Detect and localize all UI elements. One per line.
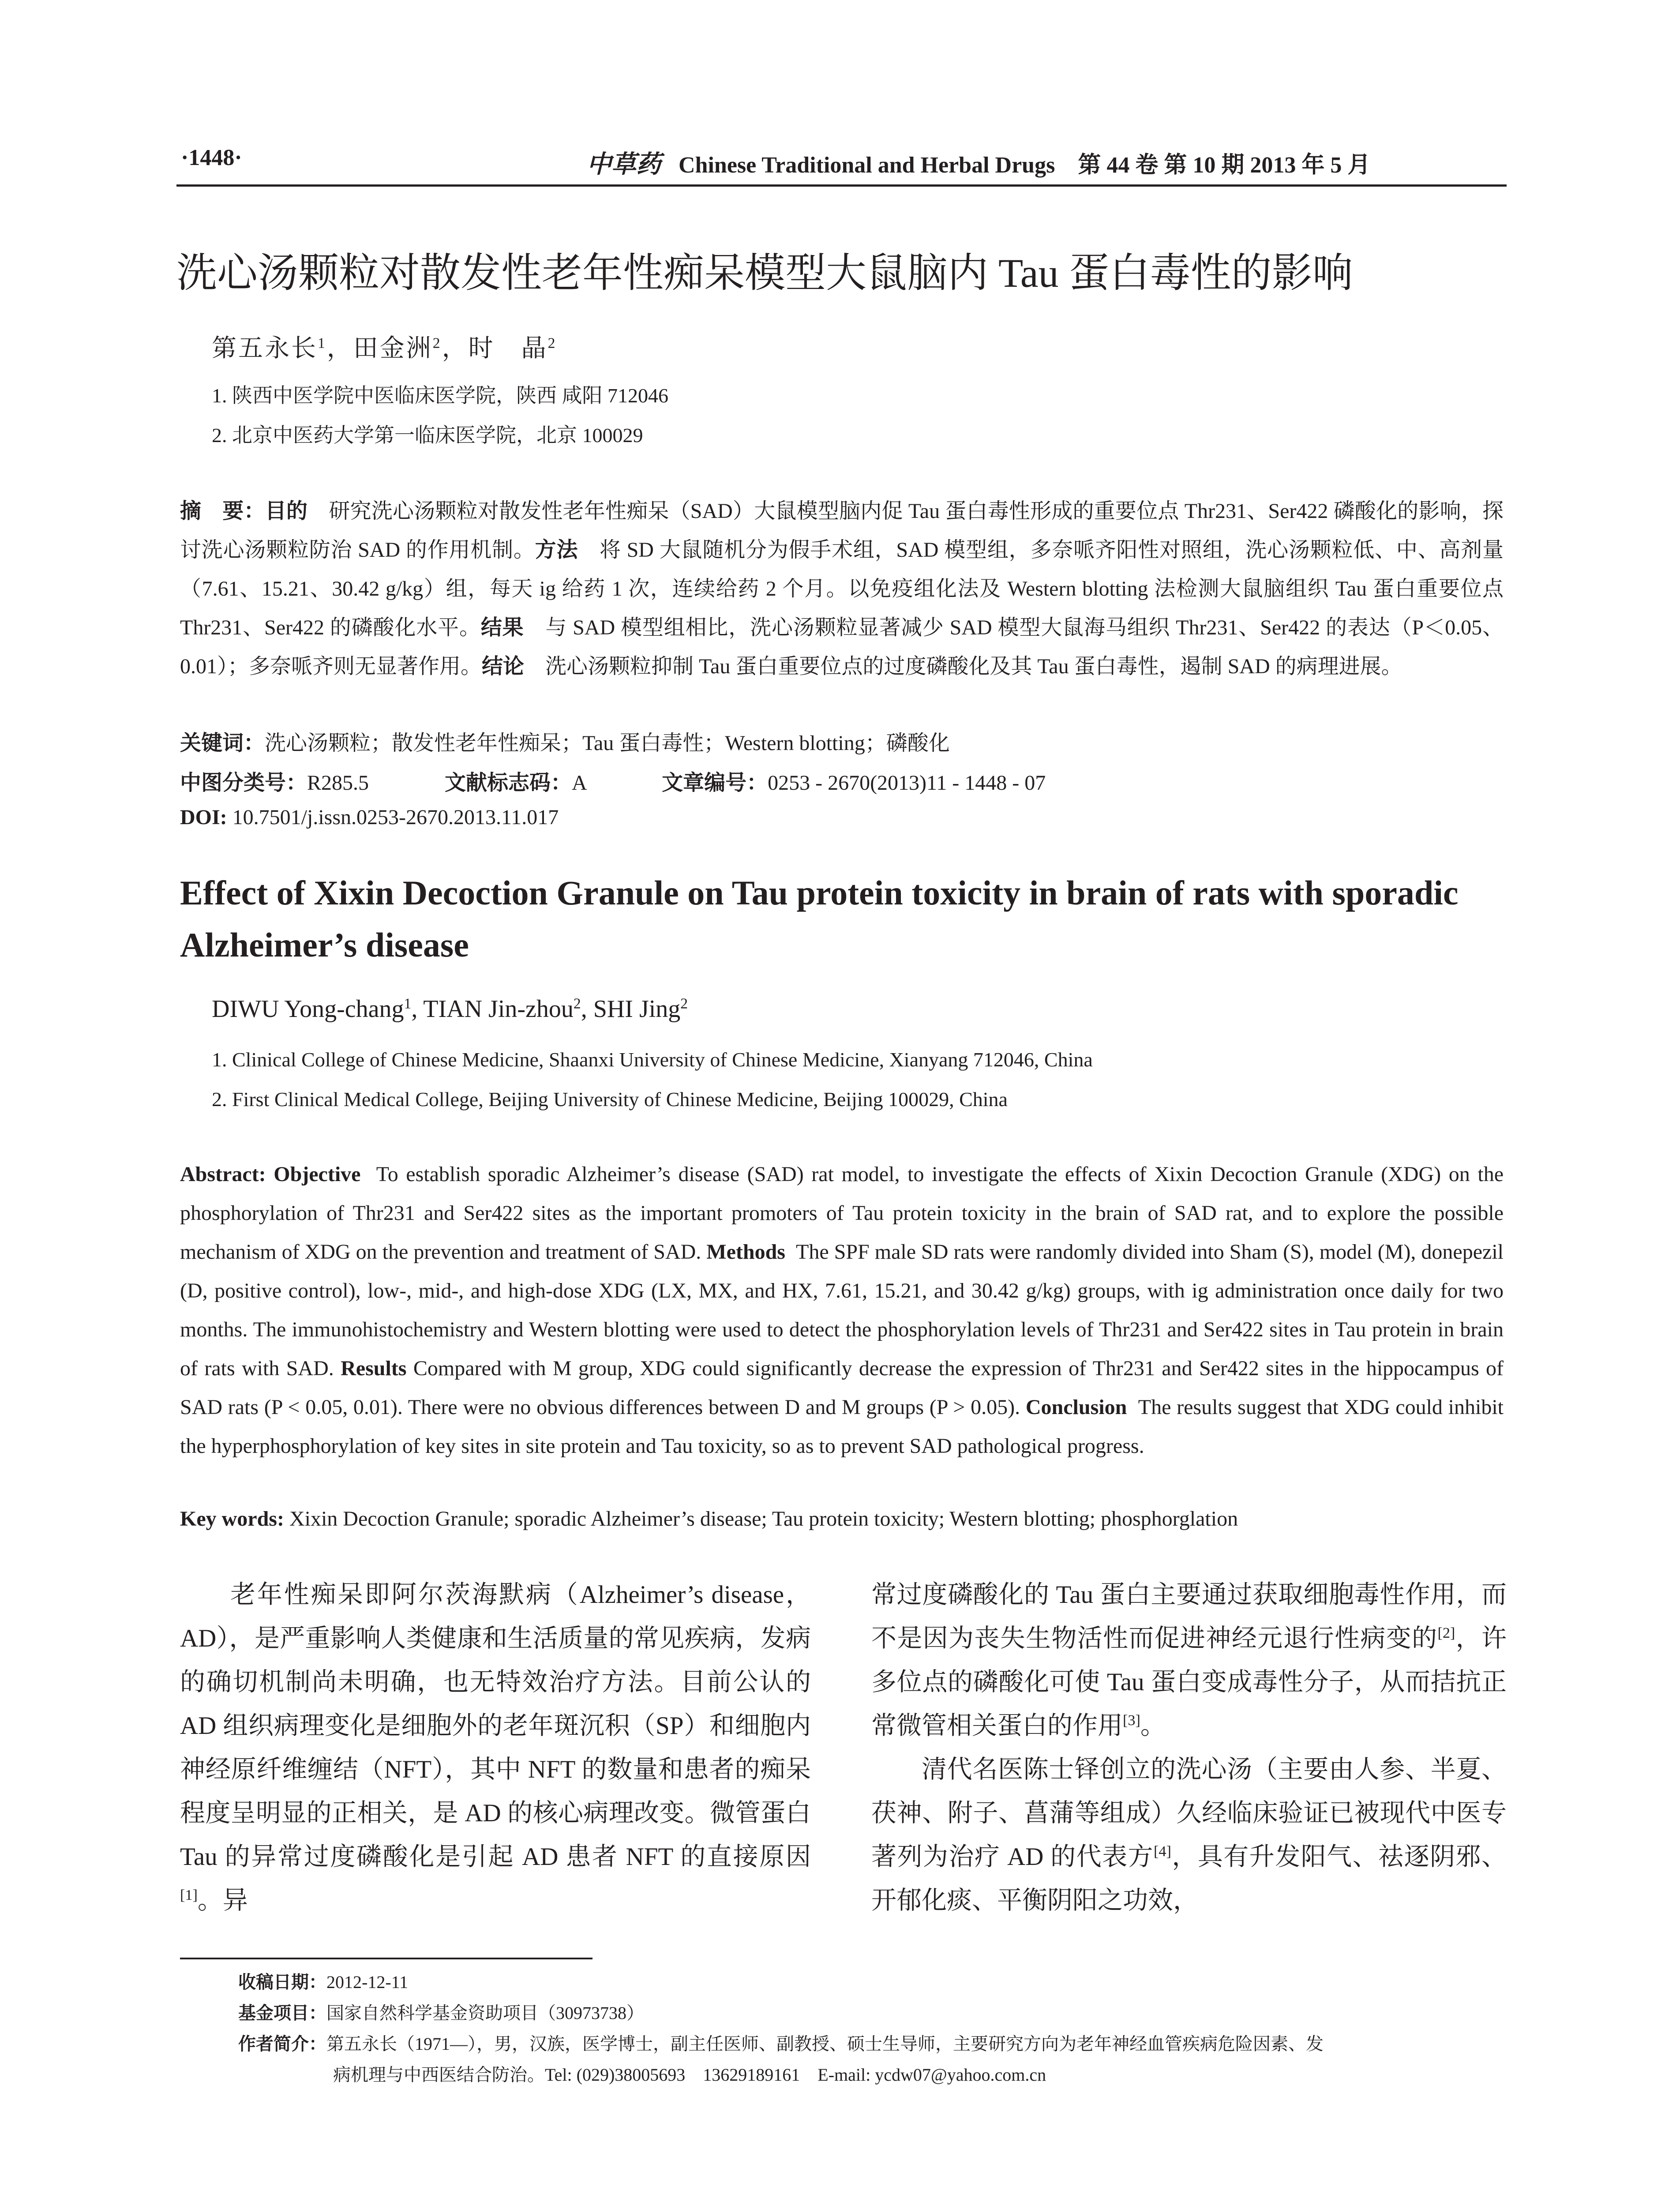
authors-en bbox=[212, 995, 688, 1023]
abstract-label: Abstract: bbox=[180, 1163, 266, 1186]
body-text: 。 bbox=[1140, 1712, 1166, 1740]
keywords-text: 洗心汤颗粒；散发性老年性痴呆；Tau 蛋白毒性；Western blotting；磷酸化 bbox=[265, 732, 950, 755]
citation-ref: [4] bbox=[1154, 1843, 1171, 1860]
results-label: 结果 bbox=[480, 616, 524, 639]
footnote-author-cont: 病机理与中西医结合防治。Tel: (029)38005693 13629189161 E-mail: ycdw07@yahoo.com.cn bbox=[333, 2065, 1046, 2085]
body-text: 常过度磷酸化的 Tau 蛋白主要通过获取细胞毒性作用，而不是因为丧失生物活性而促进神经元退行性病变的 bbox=[871, 1581, 1507, 1652]
body-paragraph bbox=[871, 1573, 1507, 1748]
fund-label: 基金项目： bbox=[238, 2003, 326, 2023]
page-number: ·1448· bbox=[181, 145, 242, 170]
objective-label: 目的 bbox=[265, 499, 308, 523]
journal-name-en: Chinese Traditional and Herbal Drugs bbox=[679, 153, 1055, 178]
abstract-label: 摘 要： bbox=[180, 499, 265, 523]
body-text: 老年性痴呆即阿尔茨海默病（Alzheimer’s disease，AD），是严重影响人类健康和生活质量的常见疾病，发病的确切机制尚未明确，也无特效治疗方法。目前公认的 AD 组织病理变化是细胞外的老年斑沉积（SP）和细胞内神经原纤维缠结（NFT），其中 NFT 的数量和患者的痴呆程度呈明显的正相关，是 AD 的核心病理改变。微管蛋白 Tau 的异常过度磷酸化是引起 AD 患者 NFT 的直接原因 bbox=[180, 1581, 811, 1871]
body-text: 。异 bbox=[197, 1887, 248, 1914]
author-name: , SHI Jing bbox=[581, 995, 681, 1023]
author-affiliation-mark: 2 bbox=[680, 995, 688, 1012]
methods-text: The SPF male SD rats were randomly divided into Sham (S), model (M), donepezil (D, positive control), low-, mid-, and high-dose XDG (LX, MX, and HX, 7.61, 15.21, and 30.42 g/kg) groups, with ig administration once daily for two months. The immunohistochemistry and Western blotting were used to detect the phosphorylation levels of Thr231 and Ser422 sites in Tau protein in brain of rats with SAD. bbox=[180, 1240, 1504, 1380]
author-name: ，时 晶 bbox=[442, 335, 548, 362]
body-paragraph bbox=[180, 1573, 811, 1922]
abstract-en bbox=[180, 1155, 1504, 1466]
journal-info bbox=[587, 145, 1370, 180]
received-date: 2012-12-11 bbox=[326, 1972, 409, 1992]
affiliation-en-1: 1. Clinical College of Chinese Medicine, Shaanxi University of Chinese Medicine, Xianyang 712046, China bbox=[212, 1048, 1093, 1071]
methods-label: Methods bbox=[706, 1240, 785, 1264]
classification-line bbox=[180, 765, 1046, 796]
citation-ref: [1] bbox=[180, 1887, 198, 1903]
footnote-fund bbox=[238, 1999, 644, 2028]
objective-text: 研究洗心汤颗粒对散发性老年性痴呆（SAD）大鼠模型脑内促 Tau 蛋白毒性形成的重要位点 Thr231、Ser422 磷酸化的影响，探讨洗心汤颗粒防治 SAD 的作用机制。 bbox=[180, 499, 1504, 562]
body-column-left bbox=[180, 1573, 811, 1922]
conclusion-label: Conclusion bbox=[1025, 1396, 1127, 1419]
body-paragraph bbox=[871, 1748, 1507, 1922]
author-affiliation-mark: 2 bbox=[432, 335, 442, 352]
article-number-label: 文章编号： bbox=[662, 771, 768, 795]
abstract-cn bbox=[180, 492, 1504, 686]
author-name: DIWU Yong-chang bbox=[212, 995, 404, 1023]
article-title-cn: 洗心汤颗粒对散发性老年性痴呆模型大鼠脑内 Tau 蛋白毒性的影响 bbox=[176, 251, 1353, 296]
footnote-author bbox=[238, 2030, 1324, 2059]
journal-name-cn: 中草药 bbox=[587, 151, 661, 178]
journal-issue: 第 44 卷 第 10 期 2013 年 5 月 bbox=[1078, 153, 1371, 178]
objective-text: To establish sporadic Alzheimer’s disease (SAD) rat model, to investigate the effects of Xixin Decoction Granule (XDG) on the phosphorylation of Thr231 and Ser422 sites as the important promoters of Tau protein toxicity in the brain of SAD rat, and to explore the possible mechanism of XDG on the prevention and treatment of SAD. bbox=[180, 1163, 1504, 1264]
methods-text: 将 SD 大鼠随机分为假手术组，SAD 模型组，多奈哌齐阳性对照组，洗心汤颗粒低、中、高剂量（7.61、15.21、30.42 g/kg）组，每天 ig 给药 1 次，连续给药 2 个月。以免疫组化法及 Western blotting 法检测大鼠脑组织 Tau 蛋白重要位点 Thr231、Ser422 的磷酸化水平。 bbox=[180, 538, 1504, 639]
author-bio-label: 作者简介： bbox=[238, 2034, 326, 2054]
footnote-received bbox=[238, 1968, 408, 1997]
doi-value: 10.7501/j.issn.0253-2670.2013.11.017 bbox=[232, 806, 559, 829]
author-affiliation-mark: 2 bbox=[548, 335, 557, 352]
author-affiliation-mark: 2 bbox=[573, 995, 581, 1012]
doi-line bbox=[180, 805, 559, 829]
body-column-right bbox=[871, 1573, 1507, 1922]
keywords-label: 关键词： bbox=[180, 732, 265, 755]
results-text: Compared with M group, XDG could significantly decrease the expression of Thr231 and Ser422 sites in the hippocampus of SAD rats (P < 0.05, 0.01). There were no obvious differences between D and M groups (P > 0.05). bbox=[180, 1357, 1504, 1419]
keywords-en bbox=[180, 1507, 1238, 1531]
conclusion-label: 结论 bbox=[482, 655, 525, 678]
doc-code-label: 文献标志码： bbox=[445, 771, 572, 795]
author-affiliation-mark: 1 bbox=[404, 995, 412, 1012]
results-label: Results bbox=[341, 1357, 407, 1380]
conclusion-text: 洗心汤颗粒抑制 Tau 蛋白重要位点的过度磷酸化及其 Tau 蛋白毒性，遏制 SAD 的病理进展。 bbox=[545, 655, 1402, 678]
authors-cn bbox=[212, 329, 557, 364]
keywords-text: Xixin Decoction Granule; sporadic Alzheimer’s disease; Tau protein toxicity; Western blotting; phosphorglation bbox=[289, 1507, 1238, 1531]
running-header bbox=[176, 140, 1507, 187]
doc-code-value: A bbox=[572, 771, 586, 795]
body-text: ，许多位点的磷酸化可使 Tau 蛋白变成毒性分子，从而拮抗正常微管相关蛋白的作用 bbox=[871, 1624, 1507, 1740]
affiliation-en-2: 2. First Clinical Medical College, Beijing University of Chinese Medicine, Beijing 100029, China bbox=[212, 1088, 1008, 1111]
article-title-en: Effect of Xixin Decoction Granule on Tau protein toxicity in brain of rats with sporadic Alzheimer’s disease bbox=[180, 874, 1459, 964]
author-name: ，田金洲 bbox=[326, 335, 433, 362]
conclusion-text: The results suggest that XDG could inhibit the hyperphosphorylation of key sites in site protein and Tau toxicity, so as to prevent SAD pathological progress. bbox=[180, 1396, 1504, 1458]
received-label: 收稿日期： bbox=[238, 1972, 326, 1992]
footnote-divider bbox=[180, 1958, 592, 1959]
keywords-label: Key words: bbox=[180, 1507, 284, 1531]
affiliation-cn-1: 1. 陕西中医学院中医临床医学院，陕西 咸阳 712046 bbox=[212, 384, 668, 407]
doi-label: DOI: bbox=[180, 806, 227, 829]
objective-label: Objective bbox=[274, 1163, 361, 1186]
article-number-value: 0253 - 2670(2013)11 - 1448 - 07 bbox=[768, 771, 1046, 795]
methods-label: 方法 bbox=[535, 538, 578, 562]
results-text: 与 SAD 模型组相比，洗心汤颗粒显著减少 SAD 模型大鼠海马组织 Thr231、Ser422 的表达（P＜0.05、0.01）；多奈哌齐则无显著作用。 bbox=[180, 616, 1504, 678]
author-bio-text: 第五永长（1971—），男，汉族，医学博士，副主任医师、副教授、硕士生导师，主要研究方向为老年神经血管疾病危险因素、发 bbox=[326, 2034, 1324, 2054]
author-name: 第五永长 bbox=[212, 335, 318, 362]
clc-label: 中图分类号： bbox=[180, 771, 308, 795]
keywords-cn bbox=[180, 726, 950, 756]
body-text: 清代名医陈士铎创立的洗心汤（主要由人参、半夏、茯神、附子、菖蒲等组成）久经临床验证已被现代中医专著列为治疗 AD 的代表方 bbox=[871, 1756, 1507, 1871]
fund-text: 国家自然科学基金资助项目（30973738） bbox=[326, 2003, 644, 2023]
affiliation-cn-2: 2. 北京中医药大学第一临床医学院，北京 100029 bbox=[212, 424, 643, 446]
author-affiliation-mark: 1 bbox=[318, 335, 327, 352]
author-name: , TIAN Jin-zhou bbox=[411, 995, 574, 1023]
clc-value: R285.5 bbox=[307, 771, 369, 795]
citation-ref: [3] bbox=[1123, 1712, 1140, 1729]
citation-ref: [2] bbox=[1437, 1625, 1455, 1641]
body-text: ，具有升发阳气、祛逐阴邪、开郁化痰、平衡阴阳之功效， bbox=[871, 1843, 1507, 1914]
